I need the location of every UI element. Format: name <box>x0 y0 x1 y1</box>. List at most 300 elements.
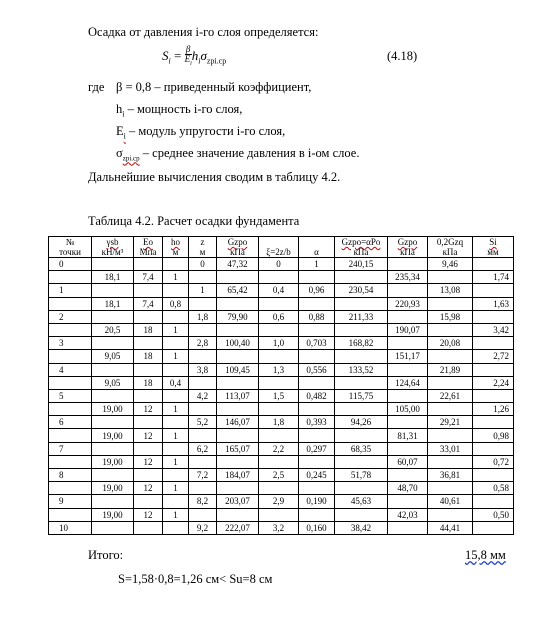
cell-alpha <box>299 508 335 521</box>
continuation-text: Дальнейшие вычисления сводим в таблицу 4.2. <box>88 170 341 184</box>
cell-sigma-zg <box>217 297 259 310</box>
cell-settlement: 0,50 <box>473 508 514 521</box>
cell-point: 3 <box>49 337 92 350</box>
table-row <box>49 337 514 350</box>
cell-point <box>49 350 92 363</box>
cell-gamma <box>92 310 134 323</box>
cell-sigma-zp-avg <box>388 363 428 376</box>
cell-sigma-zq-02: 44,41 <box>428 521 473 534</box>
cell-depth: 0 <box>189 258 217 271</box>
cell-sigma-zp: 168,82 <box>335 337 388 350</box>
cell-sigma-zg: 47,32 <box>217 258 259 271</box>
cell-thickness: 1 <box>163 403 189 416</box>
cell-alpha <box>299 376 335 389</box>
cell-xi: 3,2 <box>259 521 299 534</box>
header-settlement: Si мм <box>473 237 514 258</box>
formula-denominator: $E_i$ <box>184 54 192 67</box>
cell-sigma-zg <box>217 376 259 389</box>
total-label: Итого: <box>88 548 124 562</box>
cell-modulus: 12 <box>134 455 163 468</box>
cell-sigma-zp: 68,35 <box>335 442 388 455</box>
cell-sigma-zg <box>217 455 259 468</box>
cell-xi: 0,4 <box>259 284 299 297</box>
cell-depth: 4,2 <box>189 389 217 402</box>
cell-point <box>49 297 92 310</box>
cell-settlement <box>473 442 514 455</box>
cell-alpha: 0,703 <box>299 337 335 350</box>
cell-modulus <box>134 284 163 297</box>
cell-sigma-zp-avg <box>388 389 428 402</box>
settlement-formula <box>162 45 226 69</box>
where-prefix: где <box>88 80 105 94</box>
cell-depth: 7,2 <box>189 469 217 482</box>
formula-sigma-sub: zpi.cp <box>206 56 227 66</box>
cell-thickness <box>163 442 189 455</box>
cell-gamma <box>92 258 134 271</box>
table-row <box>49 482 514 495</box>
cell-xi <box>259 403 299 416</box>
cell-sigma-zq-02 <box>428 482 473 495</box>
cell-depth: 5,2 <box>189 416 217 429</box>
cell-settlement: 0,98 <box>473 429 514 442</box>
cell-modulus <box>134 337 163 350</box>
cell-point <box>49 429 92 442</box>
cell-thickness: 0,8 <box>163 297 189 310</box>
cell-sigma-zp-avg <box>388 521 428 534</box>
cell-gamma <box>92 389 134 402</box>
cell-alpha <box>299 323 335 336</box>
cell-point <box>49 271 92 284</box>
cell-sigma-zq-02 <box>428 455 473 468</box>
cell-sigma-zq-02 <box>428 429 473 442</box>
cell-sigma-zq-02: 29,21 <box>428 416 473 429</box>
cell-modulus: 12 <box>134 403 163 416</box>
table-row <box>49 258 514 271</box>
cell-settlement <box>473 363 514 376</box>
cell-sigma-zg: 165,07 <box>217 442 259 455</box>
cell-thickness: 1 <box>163 429 189 442</box>
cell-point: 5 <box>49 389 92 402</box>
table-row <box>49 403 514 416</box>
cell-gamma: 9,05 <box>92 376 134 389</box>
cell-sigma-zg: 79,90 <box>217 310 259 323</box>
cell-gamma: 19,00 <box>92 403 134 416</box>
cell-alpha: 0,190 <box>299 495 335 508</box>
table-row <box>49 363 514 376</box>
cell-depth <box>189 455 217 468</box>
cell-settlement: 2,24 <box>473 376 514 389</box>
cell-gamma <box>92 284 134 297</box>
cell-sigma-zp: 38,42 <box>335 521 388 534</box>
cell-gamma <box>92 469 134 482</box>
header-alpha: α <box>299 237 335 258</box>
cell-xi <box>259 297 299 310</box>
cell-sigma-zp: 230,54 <box>335 284 388 297</box>
cell-xi: 2,9 <box>259 495 299 508</box>
cell-sigma-zp <box>335 482 388 495</box>
cell-sigma-zq-02 <box>428 297 473 310</box>
table-caption: Таблица 4.2. Расчет осадки фундамента <box>88 214 300 228</box>
cell-sigma-zp: 45,63 <box>335 495 388 508</box>
cell-sigma-zq-02 <box>428 323 473 336</box>
cell-sigma-zq-02: 13,08 <box>428 284 473 297</box>
cell-sigma-zg <box>217 323 259 336</box>
cell-sigma-zp: 51,78 <box>335 469 388 482</box>
cell-point: 10 <box>49 521 92 534</box>
header-gamma: γsb кН/м³ <box>92 237 134 258</box>
cell-thickness: 1 <box>163 350 189 363</box>
cell-sigma-zg: 222,07 <box>217 521 259 534</box>
equation-number: (4.18) <box>387 49 418 63</box>
cell-gamma <box>92 337 134 350</box>
cell-gamma <box>92 495 134 508</box>
cell-settlement <box>473 310 514 323</box>
cell-modulus: 12 <box>134 508 163 521</box>
cell-thickness <box>163 521 189 534</box>
cell-alpha: 1 <box>299 258 335 271</box>
cell-settlement: 2,72 <box>473 350 514 363</box>
cell-xi: 0,6 <box>259 310 299 323</box>
settlement-table <box>48 236 514 535</box>
header-point-no: № точки <box>49 237 92 258</box>
cell-sigma-zp <box>335 350 388 363</box>
cell-sigma-zq-02 <box>428 271 473 284</box>
cell-thickness <box>163 469 189 482</box>
cell-sigma-zp <box>335 429 388 442</box>
cell-depth <box>189 271 217 284</box>
cell-sigma-zp-avg: 105,00 <box>388 403 428 416</box>
cell-sigma-zq-02 <box>428 508 473 521</box>
cell-modulus <box>134 469 163 482</box>
cell-sigma-zp-avg: 235,34 <box>388 271 428 284</box>
cell-point: 9 <box>49 495 92 508</box>
cell-settlement <box>473 258 514 271</box>
cell-settlement: 0,72 <box>473 455 514 468</box>
cell-xi <box>259 455 299 468</box>
cell-alpha <box>299 429 335 442</box>
cell-sigma-zp-avg: 60,07 <box>388 455 428 468</box>
cell-thickness: 1 <box>163 323 189 336</box>
table-row <box>49 521 514 534</box>
cell-sigma-zg <box>217 403 259 416</box>
cell-sigma-zg <box>217 508 259 521</box>
cell-settlement <box>473 416 514 429</box>
e-definition: $E_i$ – модуль упругости i-го слоя, <box>116 124 286 141</box>
header-02-sigma-zq: 0,2Gzq кПа <box>428 237 473 258</box>
cell-sigma-zg: 184,07 <box>217 469 259 482</box>
header-sigma-zg: Gzpo кПа <box>217 237 259 258</box>
cell-modulus <box>134 442 163 455</box>
cell-xi: 1,3 <box>259 363 299 376</box>
cell-sigma-zg: 146,07 <box>217 416 259 429</box>
cell-sigma-zg <box>217 429 259 442</box>
cell-thickness <box>163 416 189 429</box>
cell-modulus: 7,4 <box>134 297 163 310</box>
header-depth: z м <box>189 237 217 258</box>
cell-sigma-zg: 113,07 <box>217 389 259 402</box>
table-row <box>49 323 514 336</box>
cell-settlement <box>473 495 514 508</box>
cell-gamma: 20,5 <box>92 323 134 336</box>
cell-sigma-zp <box>335 271 388 284</box>
cell-xi: 1,5 <box>259 389 299 402</box>
cell-settlement <box>473 284 514 297</box>
table-row <box>49 416 514 429</box>
cell-xi <box>259 323 299 336</box>
table-row <box>49 495 514 508</box>
cell-gamma: 19,00 <box>92 508 134 521</box>
formula-lhs-sub: i <box>168 56 171 66</box>
formula-fraction <box>185 45 192 69</box>
formula-sigma: σ <box>200 47 207 63</box>
formula-lhs: S <box>162 47 169 63</box>
cell-settlement <box>473 469 514 482</box>
cell-sigma-zp-avg <box>388 337 428 350</box>
cell-point: 4 <box>49 363 92 376</box>
cell-point: 2 <box>49 310 92 323</box>
formula-h: h <box>191 47 199 63</box>
cell-sigma-zq-02: 22,61 <box>428 389 473 402</box>
table-row <box>49 429 514 442</box>
cell-point <box>49 455 92 468</box>
cell-modulus: 12 <box>134 429 163 442</box>
cell-alpha <box>299 455 335 468</box>
cell-point: 8 <box>49 469 92 482</box>
cell-sigma-zq-02 <box>428 350 473 363</box>
cell-gamma <box>92 442 134 455</box>
cell-sigma-zp <box>335 323 388 336</box>
cell-modulus: 18 <box>134 376 163 389</box>
cell-alpha: 0,88 <box>299 310 335 323</box>
cell-gamma: 19,00 <box>92 482 134 495</box>
cell-sigma-zq-02: 33,01 <box>428 442 473 455</box>
cell-modulus <box>134 521 163 534</box>
cell-thickness: 0,4 <box>163 376 189 389</box>
cell-modulus <box>134 389 163 402</box>
cell-gamma <box>92 521 134 534</box>
total-value: 15,8 мм <box>465 548 506 562</box>
cell-modulus <box>134 258 163 271</box>
cell-point: 0 <box>49 258 92 271</box>
cell-sigma-zp <box>335 508 388 521</box>
cell-settlement: 3,42 <box>473 323 514 336</box>
cell-gamma: 18,1 <box>92 271 134 284</box>
cell-thickness: 1 <box>163 508 189 521</box>
result-line: S=1,58·0,8=1,26 см< Su=8 см <box>118 572 273 586</box>
cell-depth: 9,2 <box>189 521 217 534</box>
cell-modulus: 7,4 <box>134 271 163 284</box>
cell-modulus: 18 <box>134 350 163 363</box>
sigma-definition: $\sigma_{zpi.cp}$ – среднее значение давления в i-ом слое. <box>116 146 360 163</box>
cell-modulus <box>134 310 163 323</box>
cell-settlement <box>473 389 514 402</box>
cell-sigma-zg: 100,40 <box>217 337 259 350</box>
cell-sigma-zp: 240,15 <box>335 258 388 271</box>
cell-xi <box>259 429 299 442</box>
cell-sigma-zp-avg: 42,03 <box>388 508 428 521</box>
cell-gamma <box>92 363 134 376</box>
cell-alpha: 0,96 <box>299 284 335 297</box>
cell-point <box>49 508 92 521</box>
cell-modulus: 18 <box>134 323 163 336</box>
cell-depth: 1 <box>189 284 217 297</box>
cell-xi <box>259 508 299 521</box>
cell-sigma-zp-avg: 220,93 <box>388 297 428 310</box>
cell-sigma-zp <box>335 297 388 310</box>
cell-thickness <box>163 310 189 323</box>
cell-gamma: 19,00 <box>92 429 134 442</box>
cell-point: 6 <box>49 416 92 429</box>
cell-xi <box>259 482 299 495</box>
cell-thickness: 1 <box>163 455 189 468</box>
cell-alpha: 0,297 <box>299 442 335 455</box>
cell-depth <box>189 376 217 389</box>
cell-sigma-zq-02 <box>428 376 473 389</box>
cell-thickness <box>163 284 189 297</box>
cell-sigma-zg: 65,42 <box>217 284 259 297</box>
cell-sigma-zp-avg: 124,64 <box>388 376 428 389</box>
cell-alpha: 0,393 <box>299 416 335 429</box>
cell-modulus <box>134 495 163 508</box>
cell-sigma-zp-avg <box>388 284 428 297</box>
table-row <box>49 455 514 468</box>
cell-thickness <box>163 363 189 376</box>
cell-sigma-zp-avg <box>388 258 428 271</box>
cell-sigma-zp <box>335 403 388 416</box>
cell-sigma-zg <box>217 482 259 495</box>
cell-xi: 0 <box>259 258 299 271</box>
cell-depth <box>189 508 217 521</box>
cell-thickness <box>163 337 189 350</box>
table-row <box>49 389 514 402</box>
cell-xi <box>259 271 299 284</box>
cell-point: 1 <box>49 284 92 297</box>
h-definition: $h_i$ – мощность i-го слоя, <box>116 102 243 119</box>
cell-alpha: 0,482 <box>299 389 335 402</box>
cell-settlement <box>473 337 514 350</box>
cell-point: 7 <box>49 442 92 455</box>
cell-modulus <box>134 416 163 429</box>
cell-alpha: 0,160 <box>299 521 335 534</box>
cell-xi: 1,0 <box>259 337 299 350</box>
cell-point <box>49 403 92 416</box>
cell-settlement: 0,58 <box>473 482 514 495</box>
cell-xi: 2,2 <box>259 442 299 455</box>
cell-sigma-zq-02: 40,61 <box>428 495 473 508</box>
cell-modulus: 12 <box>134 482 163 495</box>
cell-sigma-zp-avg: 48,70 <box>388 482 428 495</box>
cell-sigma-zp <box>335 376 388 389</box>
formula-numerator: β <box>185 44 191 54</box>
cell-alpha <box>299 350 335 363</box>
cell-depth <box>189 403 217 416</box>
cell-sigma-zp: 94,26 <box>335 416 388 429</box>
formula-h-sub: i <box>198 56 201 66</box>
cell-sigma-zp-avg <box>388 469 428 482</box>
cell-settlement <box>473 521 514 534</box>
cell-alpha <box>299 482 335 495</box>
cell-alpha: 0,245 <box>299 469 335 482</box>
cell-xi: 2,5 <box>259 469 299 482</box>
cell-depth: 3,8 <box>189 363 217 376</box>
cell-depth: 6,2 <box>189 442 217 455</box>
cell-depth <box>189 297 217 310</box>
cell-settlement: 1,74 <box>473 271 514 284</box>
table-row <box>49 376 514 389</box>
cell-xi <box>259 376 299 389</box>
cell-sigma-zp-avg <box>388 442 428 455</box>
cell-alpha <box>299 271 335 284</box>
table-row <box>49 297 514 310</box>
table-row <box>49 469 514 482</box>
cell-sigma-zp: 133,52 <box>335 363 388 376</box>
cell-alpha: 0,556 <box>299 363 335 376</box>
cell-sigma-zg: 203,07 <box>217 495 259 508</box>
cell-sigma-zg: 109,45 <box>217 363 259 376</box>
table-row <box>49 508 514 521</box>
cell-gamma: 19,00 <box>92 455 134 468</box>
cell-sigma-zp-avg <box>388 416 428 429</box>
cell-gamma <box>92 416 134 429</box>
cell-sigma-zq-02: 15,98 <box>428 310 473 323</box>
cell-xi: 1,8 <box>259 416 299 429</box>
cell-sigma-zp-avg: 190,07 <box>388 323 428 336</box>
cell-sigma-zq-02: 36,81 <box>428 469 473 482</box>
cell-depth <box>189 429 217 442</box>
cell-sigma-zq-02: 9,46 <box>428 258 473 271</box>
header-xi: ξ=2z/b <box>259 237 299 258</box>
cell-sigma-zq-02: 21,89 <box>428 363 473 376</box>
beta-definition: β = 0,8 – приведенный коэффициент, <box>116 80 312 94</box>
cell-depth <box>189 350 217 363</box>
cell-sigma-zp-avg: 151,17 <box>388 350 428 363</box>
table-row <box>49 271 514 284</box>
cell-sigma-zg <box>217 271 259 284</box>
cell-point <box>49 482 92 495</box>
cell-sigma-zp-avg <box>388 310 428 323</box>
table-row <box>49 310 514 323</box>
cell-sigma-zq-02: 20,08 <box>428 337 473 350</box>
cell-thickness <box>163 495 189 508</box>
cell-settlement: 1,63 <box>473 297 514 310</box>
table-header-row <box>49 237 514 258</box>
cell-thickness: 1 <box>163 482 189 495</box>
header-sigma-zp-avg: Gzpo кПа <box>388 237 428 258</box>
header-thickness: ho м <box>163 237 189 258</box>
cell-thickness <box>163 258 189 271</box>
cell-depth <box>189 482 217 495</box>
formula-eq: = <box>170 47 185 63</box>
cell-sigma-zp-avg: 81,31 <box>388 429 428 442</box>
cell-sigma-zp: 115,75 <box>335 389 388 402</box>
cell-gamma: 9,05 <box>92 350 134 363</box>
cell-depth: 2,8 <box>189 337 217 350</box>
table-row <box>49 442 514 455</box>
cell-depth: 1,8 <box>189 310 217 323</box>
header-modulus: Eo Мпа <box>134 237 163 258</box>
cell-sigma-zp: 211,33 <box>335 310 388 323</box>
cell-gamma: 18,1 <box>92 297 134 310</box>
cell-settlement: 1,26 <box>473 403 514 416</box>
cell-point <box>49 323 92 336</box>
table-body <box>49 258 514 535</box>
cell-point <box>49 376 92 389</box>
header-sigma-zp: Gzpo=αPo кПа <box>335 237 388 258</box>
cell-sigma-zq-02 <box>428 403 473 416</box>
cell-alpha <box>299 403 335 416</box>
cell-alpha <box>299 297 335 310</box>
cell-sigma-zp-avg <box>388 495 428 508</box>
